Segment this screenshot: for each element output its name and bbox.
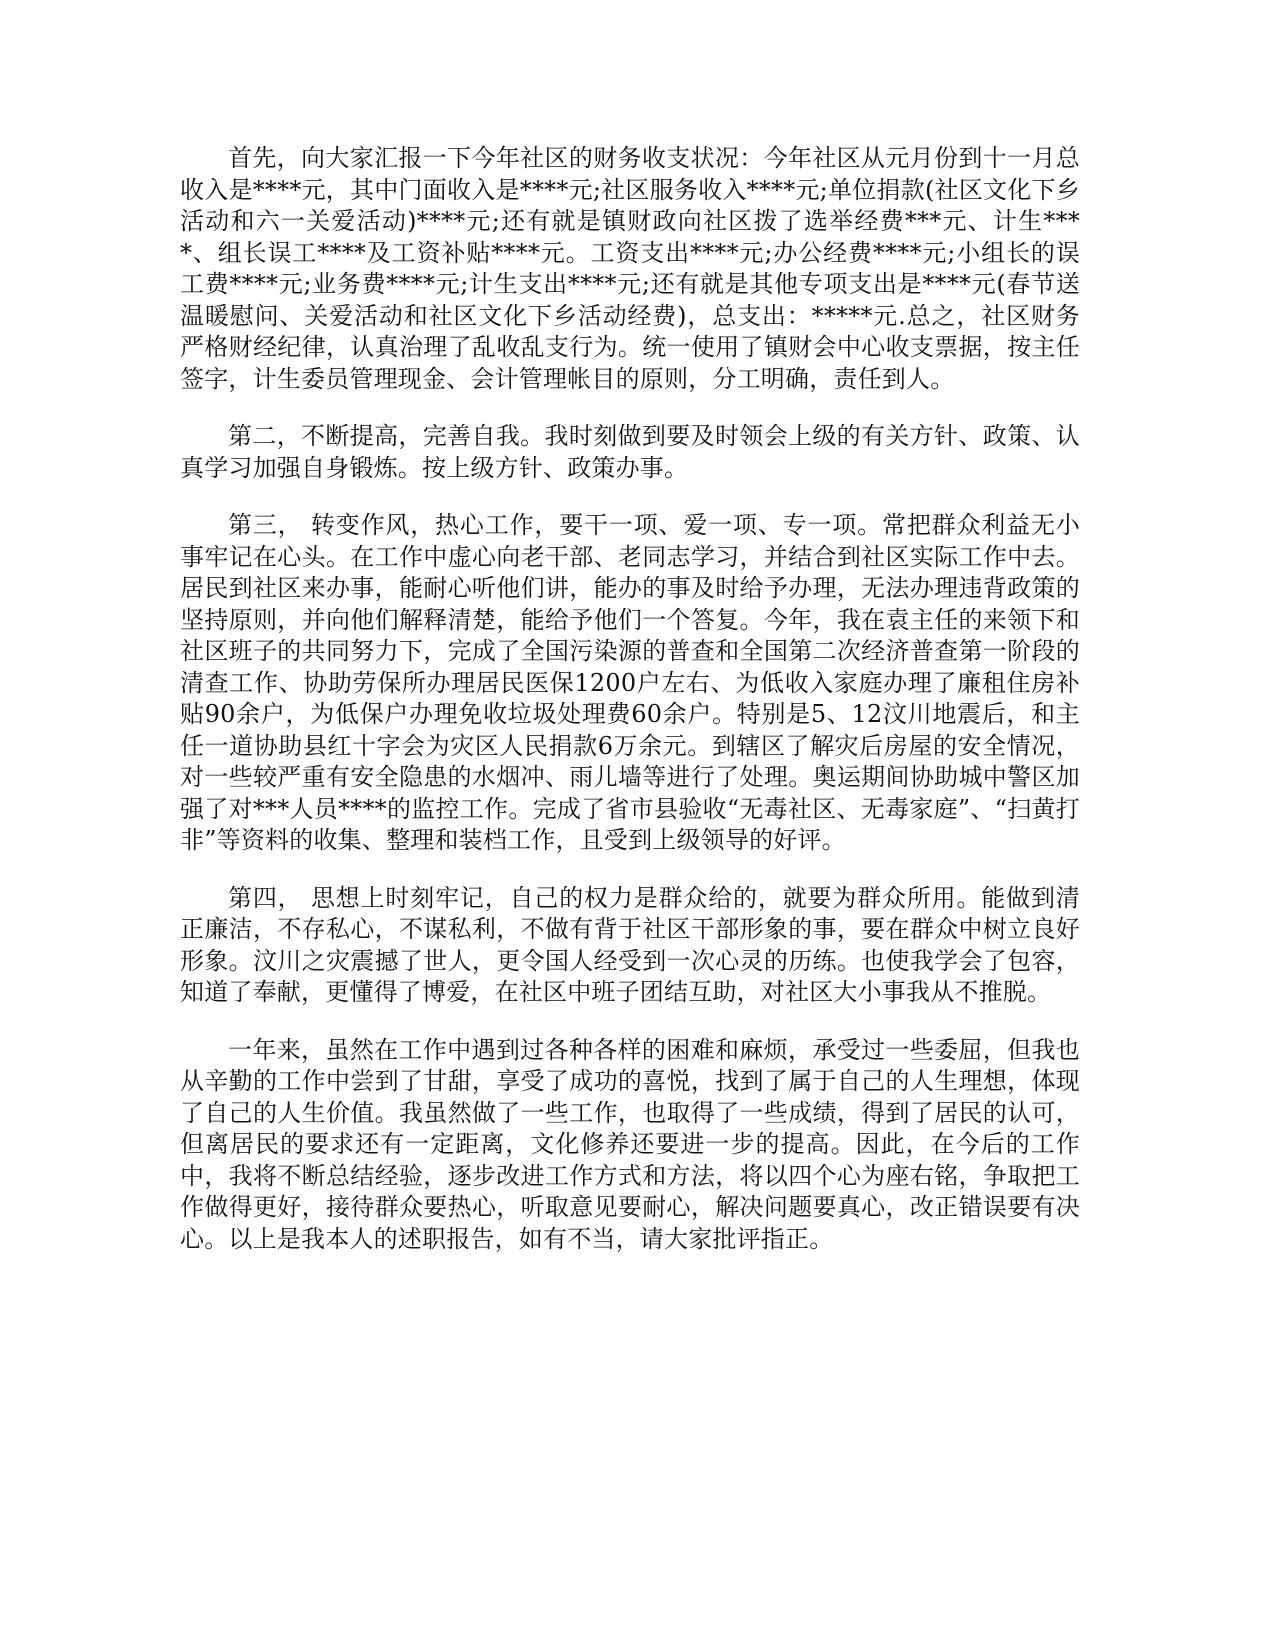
paragraph-finance-report: 首先，向大家汇报一下今年社区的财务收支状况：今年社区从元月份到十一月总收入是****元，其中门面收入是****元;社区服务收入****元;单位捐款(社区文化下乡活动和六一关爱活动)****元;还有就是镇财政向社区拨了选举经费***元、计生****、组长误工****及工资补贴****元。工资支出****元;办公经费****元;小组长的误工费****元;业务费****元;计生支出****元;还有就是其他专项支出是****元(春节送温暖慰问、关爱活动和社区文化下乡活动经费)，总支出：*****元.总之，社区财务严格财经纪律，认真治理了乱收乱支行为。统一使用了镇财会中心收支票据，按主任签字，计生委员管理现金、会计管理帐目的原则，分工明确，责任到人。	[180, 144, 1080, 393]
paragraph-conclusion: 一年来，虽然在工作中遇到过各种各样的困难和麻烦，承受过一些委屈，但我也从辛勤的工作中尝到了甘甜，享受了成功的喜悦，找到了属于自己的人生理想，体现了自己的人生价值。我虽然做了一些工作，也取得了一些成绩，得到了居民的认可，但离居民的要求还有一定距离，文化修养还要进一步的提高。因此，在今后的工作中，我将不断总结经验，逐步改进工作方式和方法，将以四个心为座右铭，争取把工作做得更好，接待群众要热心，听取意见要耐心，解决问题要真心，改正错误要有决心。以上是我本人的述职报告，如有不当，请大家批评指正。	[180, 1035, 1080, 1253]
document-page	[180, 143, 1080, 1281]
paragraph-integrity: 第四， 思想上时刻牢记，自己的权力是群众给的，就要为群众所用。能做到清正廉洁，不存私心，不谋私利，不做有背于社区干部形象的事，要在群众中树立良好形象。汶川之灾震撼了世人，更令国人经受到一次心灵的历练。也使我学会了包容，知道了奉献，更懂得了博爱，在社区中班子团结互助，对社区大小事我从不推脱。	[180, 883, 1080, 1006]
paragraph-work-style: 第三， 转变作风，热心工作，要干一项、爱一项、专一项。常把群众利益无小事牢记在心头。在工作中虚心向老干部、老同志学习，并结合到社区实际工作中去。居民到社区来办事，能耐心听他们讲，能办的事及时给予办理，无法办理违背政策的坚持原则，并向他们解释清楚，能给予他们一个答复。今年，我在袁主任的来领下和社区班子的共同努力下，完成了全国污染源的普查和全国第二次经济普查第一阶段的清查工作、协助劳保所办理居民医保1200户左右、为低收入家庭办理了廉租住房补贴90余户，为低保户办理免收垃圾处理费60余户。特别是5、12汶川地震后，和主任一道协助县红十字会为灾区人民捐款6万余元。到辖区了解灾后房屋的安全情况，对一些较严重有安全隐患的水烟冲、雨儿墙等进行了处理。奥运期间协助城中警区加强了对***人员****的监控工作。完成了省市县验收“无毒社区、无毒家庭”、“扫黄打非”等资料的收集、整理和装档工作，且受到上级领导的好评。	[180, 511, 1080, 854]
paragraph-self-improvement: 第二，不断提高，完善自我。我时刻做到要及时领会上级的有关方针、政策、认真学习加强自身锻炼。按上级方针、政策办事。	[180, 422, 1080, 482]
